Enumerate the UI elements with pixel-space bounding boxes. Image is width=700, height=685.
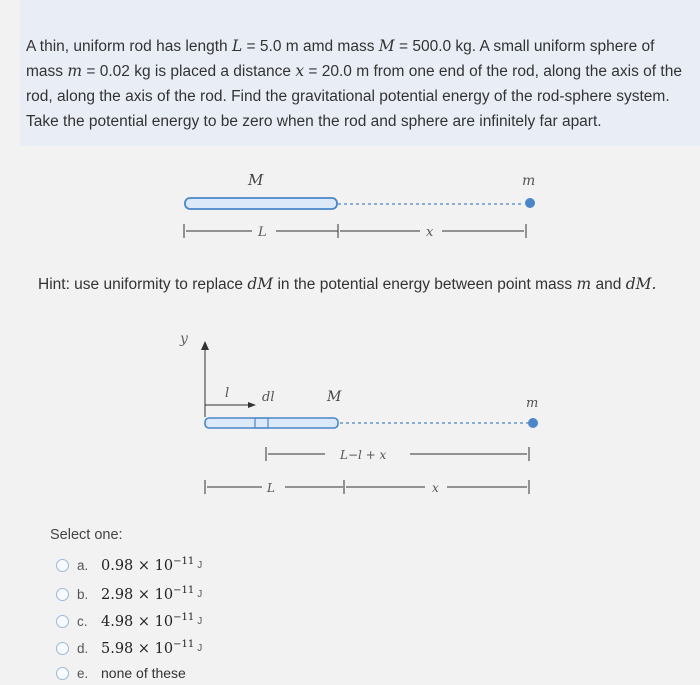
var-x: x — [295, 62, 305, 80]
option-a-letter: a. — [77, 557, 89, 573]
select-one-label: Select one: — [50, 527, 123, 543]
option-c-letter: c. — [77, 613, 88, 629]
M-value: = 500.0 kg. A small uniform sphere of — [398, 38, 655, 55]
var-L: L — [231, 37, 243, 55]
var-M: M — [378, 37, 395, 55]
question-panel — [20, 0, 700, 146]
fig1-label-L: L — [258, 225, 267, 240]
hint-dM: dM — [247, 275, 274, 293]
option-b[interactable] — [56, 582, 202, 606]
fig2-sphere — [528, 418, 538, 428]
hint-mid: in the potential energy between point mass — [277, 276, 573, 293]
question-line-3: rod, along the axis of the rod. Find the gravitational potential energy of the rod-sphere system. — [26, 88, 670, 105]
var-m: m — [67, 62, 83, 80]
option-e[interactable] — [56, 661, 186, 685]
option-e-text: none of these — [101, 665, 186, 681]
option-b-unit: J — [197, 588, 203, 600]
m-value: = 0.02 kg is placed a distance — [86, 63, 292, 80]
fig2-label-M: M — [327, 389, 342, 405]
option-c-unit: J — [197, 615, 203, 627]
fig2-label-dl: dl — [262, 390, 275, 405]
fig2-label-m: m — [526, 396, 539, 411]
fig2-rod — [205, 418, 338, 428]
radio-c[interactable] — [56, 615, 69, 628]
option-c[interactable] — [56, 609, 202, 633]
fig1-label-x: x — [426, 225, 434, 240]
fig2-label-Llx: L−l + x — [340, 448, 387, 462]
option-a-value: $0.98 \times 10^{-11}$ — [101, 556, 195, 574]
option-d-unit: J — [197, 642, 203, 654]
hint-and: and — [595, 276, 622, 293]
radio-d[interactable] — [56, 642, 69, 655]
hint-pre: Hint: use uniformity to replace — [38, 276, 244, 293]
fig1-sphere — [525, 198, 535, 208]
question-line-2: mass — [26, 63, 64, 80]
option-c-value: $4.98 \times 10^{-11}$ — [101, 612, 195, 630]
fig2-l-arrow — [248, 402, 256, 408]
option-b-letter: b. — [77, 586, 89, 602]
option-a-unit: J — [197, 559, 203, 571]
L-value: = 5.0 m amd mass — [246, 38, 375, 55]
hint-dM2: dM. — [625, 275, 657, 293]
radio-e[interactable] — [56, 667, 69, 680]
fig2-label-y: y — [180, 331, 188, 347]
question-text — [26, 34, 694, 134]
question-line-4: Take the potential energy to be zero when the rod and sphere are infinitely far apart. — [26, 113, 602, 130]
fig2-label-x: x — [432, 481, 439, 495]
fig2-y-arrow — [201, 341, 209, 350]
option-e-letter: e. — [77, 665, 89, 681]
hint-text — [38, 275, 656, 294]
fig1-label-m: m — [522, 173, 536, 189]
option-d[interactable] — [56, 636, 202, 660]
question-line-1: A thin, uniform rod has length — [26, 38, 228, 55]
option-a[interactable] — [56, 553, 202, 577]
fig2-label-l: l — [225, 386, 230, 401]
option-d-letter: d. — [77, 640, 89, 656]
radio-b[interactable] — [56, 588, 69, 601]
option-d-value: $5.98 \times 10^{-11}$ — [101, 639, 195, 657]
integration-figure — [0, 325, 700, 505]
radio-a[interactable] — [56, 559, 69, 572]
fig2-label-L: L — [267, 481, 275, 495]
fig1-rod — [185, 198, 337, 209]
fig1-label-M: M — [248, 171, 264, 189]
option-b-value: $2.98 \times 10^{-11}$ — [101, 585, 195, 603]
hint-m: m — [576, 275, 592, 293]
x-value: = 20.0 m from one end of the rod, along the axis of the — [308, 63, 682, 80]
